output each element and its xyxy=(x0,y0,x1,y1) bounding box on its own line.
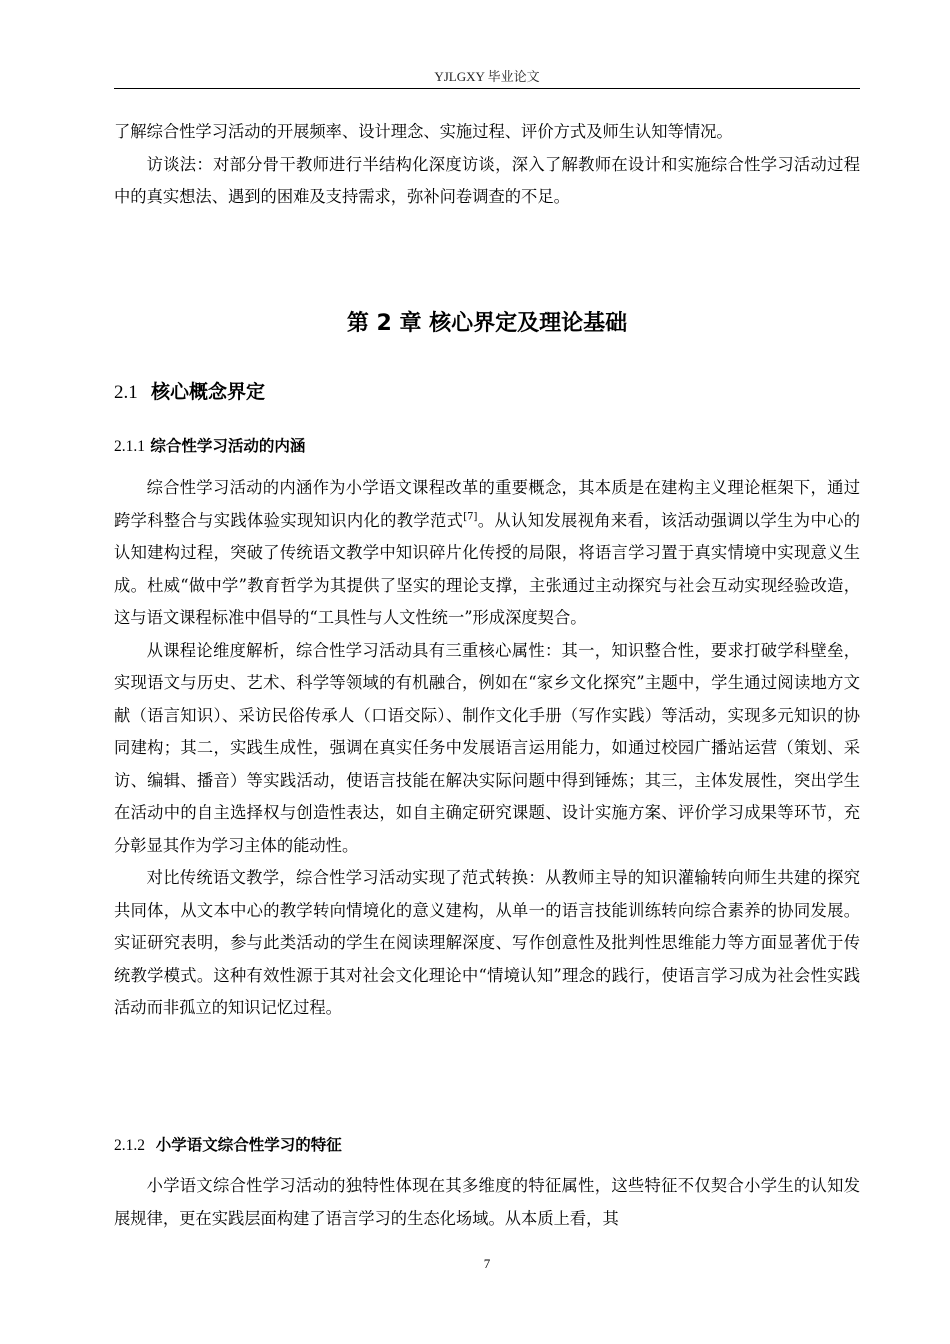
subsection-heading-2 xyxy=(114,1133,342,1155)
running-header: YJLGXY 毕业论文 xyxy=(434,69,540,84)
subsection-heading-1 xyxy=(114,434,305,456)
subsection-number-2: 2.1.2 xyxy=(114,1137,145,1154)
subsection-1-body xyxy=(114,472,860,1025)
intro-block xyxy=(114,116,860,214)
subsection-1-paragraph-1 xyxy=(114,472,860,635)
section-number: 2.1 xyxy=(114,382,138,403)
intro-paragraph-2: 访谈法：对部分骨干教师进行半结构化深度访谈，深入了解教师在设计和实施综合性学习活动过程中的真实想法、遇到的困难及支持需求，弥补问卷调查的不足。 xyxy=(114,154,860,206)
subsection-1-paragraph-2: 从课程论维度解析，综合性学习活动具有三重核心属性：其一，知识整合性，要求打破学科壁垒，实现语文与历史、艺术、科学等领域的有机融合，例如在“家乡文化探究”主题中，学生通过阅读地方文献（语言知识）、采访民俗传承人（口语交际）、制作文化手册（写作实践）等活动，实现多元知识的协同建构；其二，实践生成性，强调在真实任务中发展语言运用能力，如通过校园广播站运营（策划、采访、编辑、播音）等实践活动，使语言技能在解决实际问题中得到锤炼；其三，主体发展性，突出学生在活动中的自主选择权与创造性表达，如自主确定研究课题、设计实施方案、评价学习成果等环节，充分彰显其作为学习主体的能动性。 xyxy=(114,640,860,855)
subsection-title-1: 综合性学习活动的内涵 xyxy=(150,437,306,455)
section-title: 核心概念界定 xyxy=(150,381,265,403)
page-number: 7 xyxy=(483,1256,491,1271)
subsection-2-body xyxy=(114,1170,860,1235)
citation-ref: [7] xyxy=(463,511,478,523)
header-divider xyxy=(114,88,860,89)
section-heading xyxy=(114,377,265,404)
paragraph-text: 。从认知发展视角来看，该活动强调以学生为中心的认知建构过程，突破了传统语文教学中知识碎片化传授的局限，将语言学习置于真实情境中实现意义生成。杜威“做中学”教育哲学为其提供了坚实的理论支撑，主张通过主动探究与社会互动实现经验改造，这与语文课程标准中倡导的“工具性与人文性统一”形成深度契合。 xyxy=(114,510,860,627)
chapter-title: 第 2 章 核心界定及理论基础 xyxy=(346,311,628,336)
intro-paragraph-1: 了解综合性学习活动的开展频率、设计理念、实施过程、评价方式及师生认知等情况。 xyxy=(114,122,733,141)
paragraph-text: 综合性学习活动的内涵作为小学语文课程改革的重要概念，其本质是在建构主义理论框架下，通过跨学科整合与实践体验实现知识内化的教学范式 xyxy=(114,478,860,530)
subsection-number-1: 2.1.1 xyxy=(114,438,145,455)
subsection-1-paragraph-3: 对比传统语文教学，综合性学习活动实现了范式转换：从教师主导的知识灌输转向师生共建的探究共同体，从文本中心的教学转向情境化的意义建构，从单一的语言技能训练转向综合素养的协同发展。实证研究表明，参与此类活动的学生在阅读理解深度、写作创意性及批判性思维能力等方面显著优于传统教学模式。这种有效性源于其对社会文化理论中“情境认知”理念的践行，使语言学习成为社会性实践活动而非孤立的知识记忆过程。 xyxy=(114,868,860,1017)
subsection-2-paragraph-1: 小学语文综合性学习活动的独特性体现在其多维度的特征属性，这些特征不仅契合小学生的认知发展规律，更在实践层面构建了语言学习的生态化场域。从本质上看，其 xyxy=(114,1176,860,1228)
subsection-title-2: 小学语文综合性学习的特征 xyxy=(155,1136,342,1154)
